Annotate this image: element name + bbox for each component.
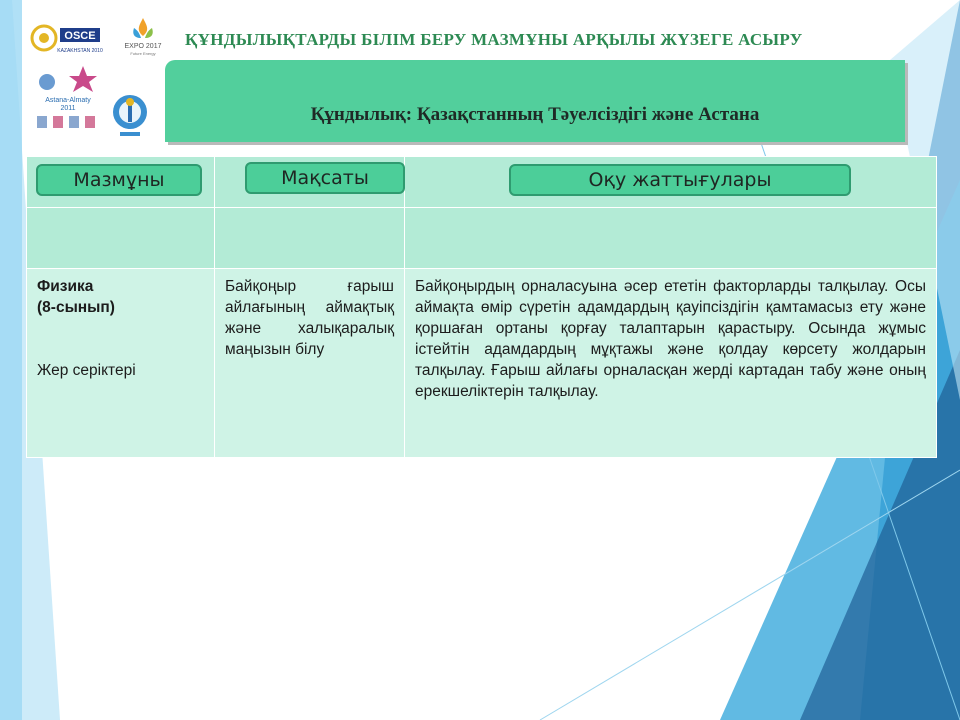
topic-label: Жер серіктері xyxy=(37,362,136,379)
content-cell xyxy=(27,269,215,458)
value-title: Құндылық: Қазақстанның Тәуелсіздігі және Астана xyxy=(310,104,760,125)
main-title: ҚҰНДЫЛЫҚТАРДЫ БІЛІМ БЕРУ МАЗМҰНЫ АРҚЫЛЫ ЖҮЗЕГЕ АСЫРУ xyxy=(185,30,803,49)
value-banner xyxy=(165,60,905,142)
header-cell-goal xyxy=(215,157,405,208)
header-content-pill: Мазмұны xyxy=(36,164,202,196)
table-header-row xyxy=(27,157,937,208)
content-table xyxy=(26,156,937,458)
expo-2017-logo xyxy=(122,14,164,60)
table-row xyxy=(27,269,937,458)
blank-cell xyxy=(405,208,937,269)
exercise-text: Байқоңырдың орналасуына әсер ететін факторларды талқылау. Осы аймақта өмір сүретін адамдардың қауіпсіздігін қамтамасыз ету және қоршаған ортаны қорғау талаптарын қарастыру. Осында жұмыс істейтін адамдардың мұқтажы және қолдау көрсету жолдарын талқылау. Ғарыш айлағы орналасқан жерді картадан табу және оның ерекшеліктерін талқылау. xyxy=(415,278,926,400)
grade-label: (8-сынып) xyxy=(37,299,115,316)
asiad-text: Astana-Almaty xyxy=(45,97,91,104)
asiad-year-text: 2011 xyxy=(60,105,76,112)
asian-games-logo xyxy=(33,62,103,132)
exercise-cell xyxy=(405,269,937,458)
osce-logo xyxy=(28,14,104,66)
blank-cell xyxy=(27,208,215,269)
goal-text: Байқоңыр ғарыш айлағының аймақтық және халықаралық маңызын білу xyxy=(225,278,394,358)
expo-text: EXPO 2017 xyxy=(124,43,162,50)
goal-cell xyxy=(215,269,405,458)
table-blank-row xyxy=(27,208,937,269)
subject-label: Физика xyxy=(37,278,94,295)
header-exercises-pill: Оқу жаттығулары xyxy=(509,164,851,196)
osce-logo-text: OSCE xyxy=(64,30,96,42)
header-cell-exercises xyxy=(405,157,937,208)
header-cell-content xyxy=(27,157,215,208)
blank-cell xyxy=(215,208,405,269)
expo-sub-text: Future Energy xyxy=(130,51,156,56)
header-goal-pill: Мақсаты xyxy=(245,162,405,194)
astana-emblem-logo xyxy=(108,92,152,140)
osce-sub-text: KAZAKHSTAN 2010 xyxy=(57,48,103,54)
